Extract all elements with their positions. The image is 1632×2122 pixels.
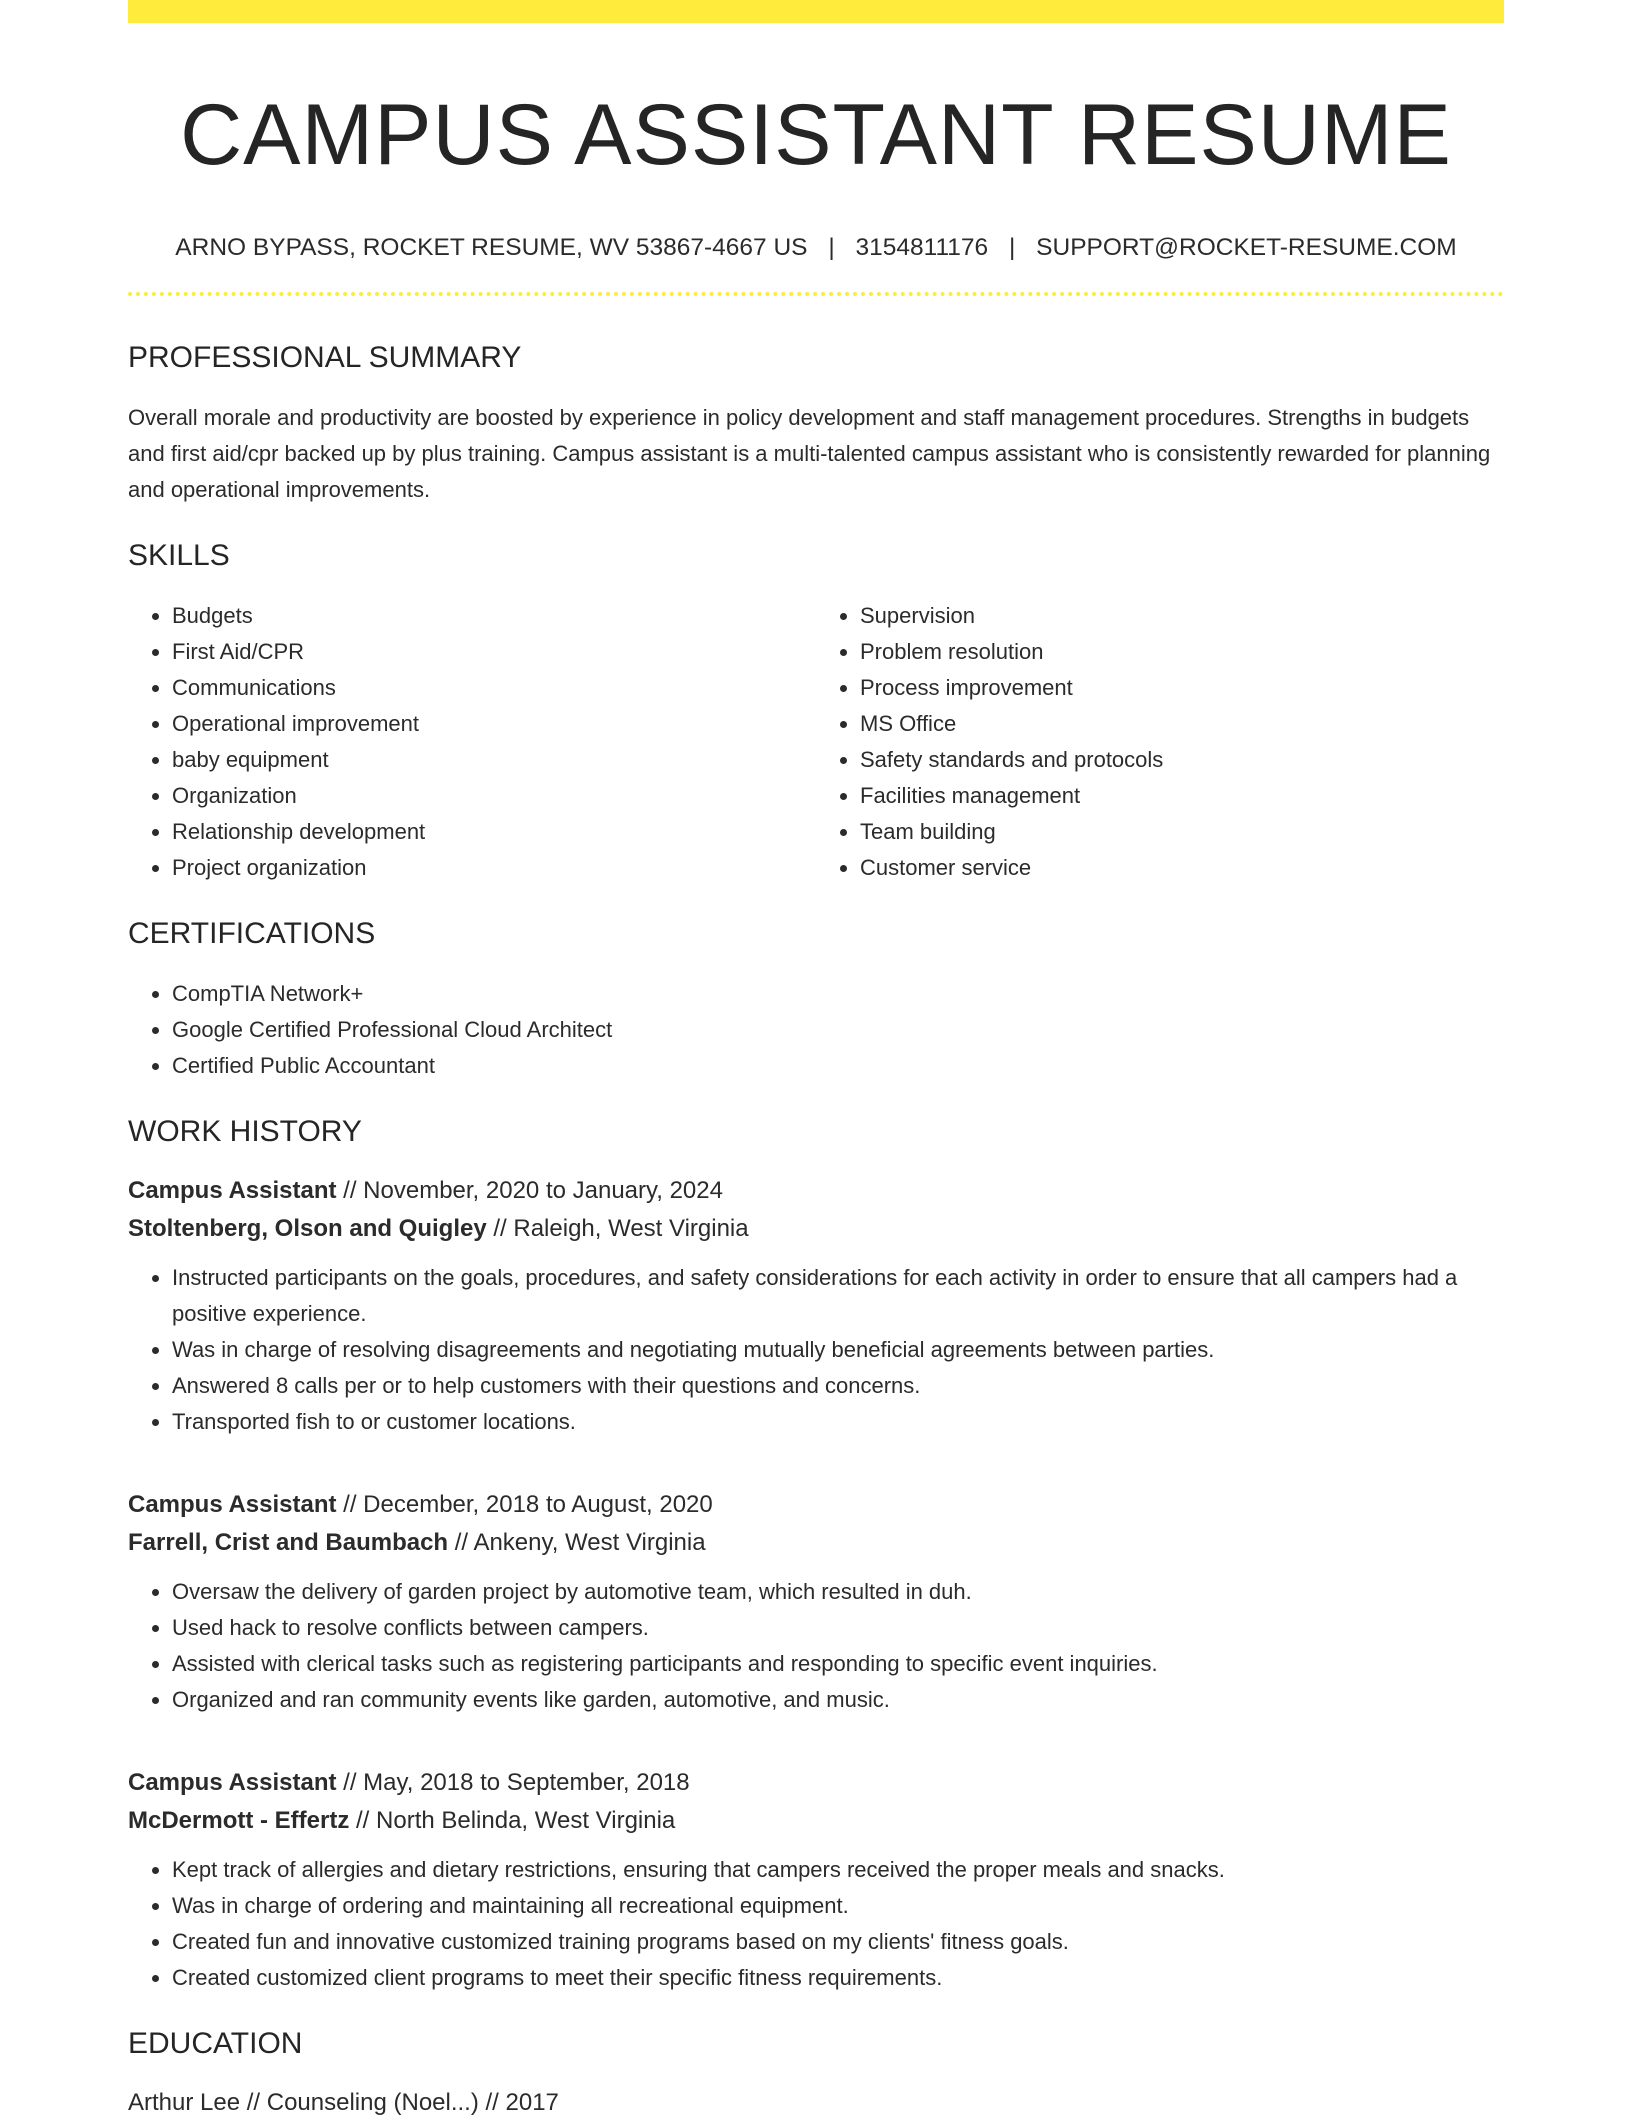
certification-item: • Certified Public Accountant [172, 1048, 1504, 1084]
job-bullet: • Kept track of allergies and dietary restrictions, ensuring that campers received the proper meals and snacks. [172, 1852, 1504, 1888]
job-bullet: • Was in charge of ordering and maintaining all recreational equipment. [172, 1888, 1504, 1924]
job-title-line [128, 1764, 1504, 1802]
skill-item: • Communications [172, 670, 816, 706]
resume-page [128, 0, 1504, 2122]
contact-line [128, 231, 1504, 265]
contact-separator: | [1008, 234, 1016, 261]
skill-item: • MS Office [860, 706, 1504, 742]
skill-item: • Customer service [860, 850, 1504, 886]
job-bullet: • Oversaw the delivery of garden project by automotive team, which resulted in duh. [172, 1574, 1504, 1610]
job-dates: // December, 2018 to August, 2020 [336, 1491, 713, 1518]
contact-separator: | [828, 234, 835, 261]
job-entry [128, 1486, 1504, 1718]
section-heading: PROFESSIONAL SUMMARY [128, 341, 522, 374]
skill-item: • Team building [860, 814, 1504, 850]
skills-left-list [128, 598, 816, 886]
section-heading: CERTIFICATIONS [128, 917, 376, 950]
job-title: Campus Assistant [128, 1491, 337, 1518]
professional-summary-section [128, 338, 1504, 508]
job-bullet: • Answered 8 calls per or to help customers with their questions and concerns. [172, 1368, 1504, 1404]
section-heading: EDUCATION [128, 2027, 303, 2060]
certifications-section [128, 914, 1504, 1084]
top-accent-bar [128, 0, 1504, 23]
skill-item: • Problem resolution [860, 634, 1504, 670]
job-location: // Ankeny, West Virginia [448, 1529, 706, 1556]
skill-item: • Safety standards and protocols [860, 742, 1504, 778]
skills-right-list [816, 598, 1504, 886]
skill-item: • Project organization [172, 850, 816, 886]
job-bullet: • Created customized client programs to meet their specific fitness requirements. [172, 1960, 1504, 1996]
skill-item: • baby equipment [172, 742, 816, 778]
job-entry [128, 1764, 1504, 1996]
job-company-line [128, 1802, 1504, 1840]
job-bullets [128, 1574, 1504, 1718]
job-company-line [128, 1210, 1504, 1248]
job-title: Campus Assistant [128, 1177, 337, 1204]
job-bullet: • Created fun and innovative customized training programs based on my clients' fitness goals. [172, 1924, 1504, 1960]
skills-columns [128, 598, 1504, 886]
job-bullet: • Was in charge of resolving disagreements and negotiating mutually beneficial agreements between parties. [172, 1332, 1504, 1368]
job-company: McDermott - Effertz [128, 1807, 350, 1834]
certification-item: • CompTIA Network+ [172, 976, 1504, 1012]
job-company: Stoltenberg, Olson and Quigley [128, 1215, 487, 1242]
resume-title: CAMPUS ASSISTANT RESUME [180, 87, 1452, 183]
job-location: // Raleigh, West Virginia [486, 1215, 749, 1242]
education-section [128, 2024, 1504, 2122]
contact-address: ARNO BYPASS, ROCKET RESUME, WV 53867-4667 US [175, 234, 808, 261]
certification-item: • Google Certified Professional Cloud Architect [172, 1012, 1504, 1048]
education-entry: Arthur Lee // Counseling (Noel...) // 2017 [128, 2089, 559, 2116]
skill-item: • Organization [172, 778, 816, 814]
job-company: Farrell, Crist and Baumbach [128, 1529, 449, 1556]
skill-item: • Relationship development [172, 814, 816, 850]
job-title: Campus Assistant [128, 1769, 337, 1796]
job-company-line [128, 1524, 1504, 1562]
skill-item: • Budgets [172, 598, 816, 634]
job-title-line [128, 1486, 1504, 1524]
skill-item: • Facilities management [860, 778, 1504, 814]
contact-email: SUPPORT@ROCKET-RESUME.COM [1036, 234, 1457, 261]
section-heading: WORK HISTORY [128, 1115, 362, 1148]
job-dates: // May, 2018 to September, 2018 [336, 1769, 690, 1796]
job-bullet: • Instructed participants on the goals, procedures, and safety considerations for each activity in order to ensure that all campers had a positive experience. [172, 1260, 1504, 1332]
job-entry [128, 1172, 1504, 1440]
job-title-line [128, 1172, 1504, 1210]
contact-phone: 3154811176 [855, 234, 989, 261]
summary-text: Overall morale and productivity are boosted by experience in policy development and staff management procedures. Strengths in budgets and first aid/cpr backed up by plus training. Campus assistant is a multi-talented campus assistant who is consistently rewarded for planning and operational improvements. [128, 405, 1491, 502]
job-dates: // November, 2020 to January, 2024 [336, 1177, 723, 1204]
job-location: // North Belinda, West Virginia [349, 1807, 676, 1834]
certifications-list [128, 976, 1504, 1084]
section-heading: SKILLS [128, 539, 230, 572]
job-bullets [128, 1852, 1504, 1996]
job-bullet: • Organized and ran community events like garden, automotive, and music. [172, 1682, 1504, 1718]
skill-item: • Operational improvement [172, 706, 816, 742]
job-bullet: • Transported fish to or customer locations. [172, 1404, 1504, 1440]
job-bullet: • Used hack to resolve conflicts between campers. [172, 1610, 1504, 1646]
skill-item: • Process improvement [860, 670, 1504, 706]
header-divider [128, 292, 1504, 296]
skills-section [128, 536, 1504, 886]
job-bullet: • Assisted with clerical tasks such as registering participants and responding to specific event inquiries. [172, 1646, 1504, 1682]
job-bullets [128, 1260, 1504, 1440]
skill-item: • Supervision [860, 598, 1504, 634]
work-history-section [128, 1112, 1504, 1996]
skill-item: • First Aid/CPR [172, 634, 816, 670]
